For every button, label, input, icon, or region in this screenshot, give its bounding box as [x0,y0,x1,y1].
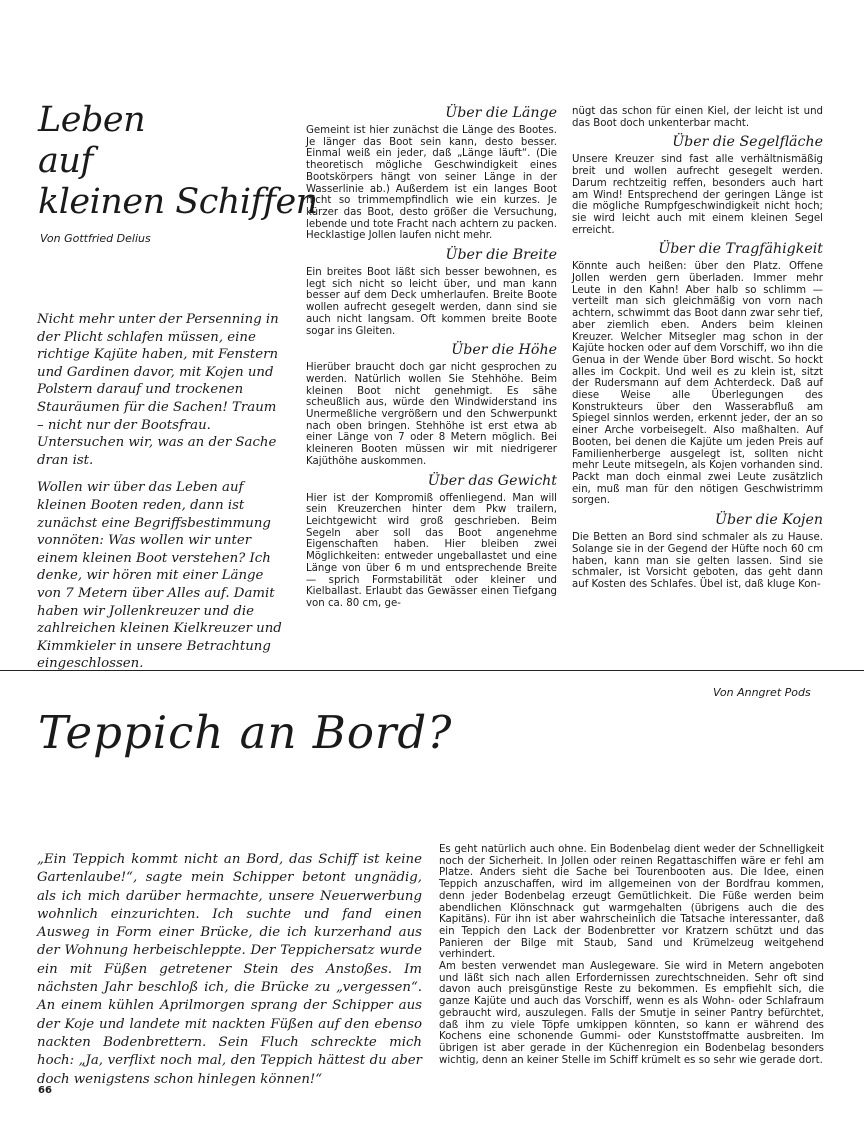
section-text: Hierüber braucht doch gar nicht gesprochen zu werden. Natürlich wollen Sie Stehhöhe. Beim kleinen Boot nicht genehmigt. Es sähe scheußlich aus, würde den Windwiderstand ins Unermeßliche vergrößern und den Schwerpunkt nach oben bringen. Stehhöhe ist erst etwa ab einer Länge von 7 oder 8 Metern möglich. Bei kleineren Booten müssen wir mit niedrigerer Kajüthöhe auskommen. [306,362,557,467]
title-line-3: kleinen Schiffen [38,182,318,222]
article-divider [0,670,864,671]
article-author: Von Anngret Pods [713,686,811,699]
section-text: Ein breites Boot läßt sich besser bewohnen, es legt sich nicht so leicht über, und man kann besser auf dem Deck umherlaufen. Breite Boote wollen aufrecht gesegelt werden, dann sind sie auch nicht langsam. Oft kommen breite Boote sogar ins Gleiten. [306,267,557,337]
section-heading: Über die Länge [445,105,557,121]
section-heading: Über die Höhe [451,342,557,359]
article-intro [37,311,287,683]
body-paragraph: Es geht natürlich auch ohne. Ein Bodenbelag dient weder der Schnelligkeit noch der Sicherheit. In Jollen oder reinen Regattaschiffen wäre er fehl am Platze. Anders sieht die Sache bei Tourenbooten aus. Die Idee, einen Teppich anzuschaffen, wird im allgemeinen von der Bordfrau kommen, denn jeder Bodenbelag erzeugt Gemütlichkeit. Die Füße werden beim abendlichen Klönschnack gut warmgehalten (übrigens auch die des Kapitäns). Für ihn ist aber wahrscheinlich die Tatsache interessanter, daß ein Teppich den Lack der Bodenbretter vor Kratzern schützt und das Panieren der Bilge mit Staub, Sand und Krümelzeug weitgehend verhindert. [439,844,824,961]
article-title: Teppich an Bord? [38,706,453,759]
title-line-1: Leben [38,100,146,140]
article-author: Von Gottfried Delius [40,232,151,245]
section-heading: Über die Tragfähigkeit [658,241,823,258]
title-line-2: auf [38,141,93,181]
text-column-right [439,844,824,1066]
article-intro-quote: „Ein Teppich kommt nicht an Bord, das Schiff ist keine Gartenlaube!“, sagte mein Schipper betont ungnädig, als ich mich darüber hermachte, unsere Neuerwerbung wohnlich einzurichten. Ich suchte und fand einen Ausweg in Form einer Brücke, die ich kurzerhand aus der Wohnung herbeischleppte. Der Teppichersatz wurde ein mit Füßen getretener Stein des Anstoßes. Im nächsten Jahr beschloß ich, die Brücke zu „vergessen“. An einem kühlen Aprilmorgen sprang der Schipper aus der Koje und landete mit nackten Füßen auf den ebenso nackten Bodenbrettern. Sein Fluch schreckte mich hoch: „Ja, verflixt noch mal, den Teppich hättest du aber doch wenigstens schon hinlegen können!“ [37,852,422,1087]
section-text: Unsere Kreuzer sind fast alle verhältnismäßig breit und wollen aufrecht gesegelt werden. Darum rechtzeitig reffen, besonders auch hart am Wind! Entsprechend der geringen Länge ist die mögliche Rumpfgeschwindigkeit nicht hoch; sie wird leicht auch mit einem kleinen Segel erreicht. [572,154,823,236]
section-text: Hier ist der Kompromiß offenliegend. Man will sein Kreuzerchen hinter dem Pkw trailern, Leichtgewicht wird groß geschrieben. Beim Segeln aber soll das Boot angenehme Eigenschaften haben. Hier bleiben zwei Möglichkeiten: entweder ungeballastet und eine Länge von über 6 m und entsprechende Breite — sprich Formstabilität oder kleiner und Kielballast. Erlaubt das Gewässer einen Tiefgang von ca. 80 cm, ge- [306,492,557,609]
body-paragraph: Am besten verwendet man Auslegeware. Sie wird in Metern angeboten und läßt sich nach allen Erfordernissen zurechtschneiden. Sehr oft sind davon auch preisgünstige Reste zu bekommen. Es empfiehlt sich, die ganze Kajüte und auch das Vorschiff, wenn es als Wohn- oder Schlafraum gebraucht wird, auszulegen. Falls der Smutje in seiner Pantry befürchtet, daß ihm zu viele Töpfe umkippen könnten, so kann er während des Kochens eine schonende Gummi- oder Kunststoffmatte ausbreiten. Im übrigen ist aber gerade in der Küchenregion ein Bodenbelag besonders wichtig, denn an keiner Stelle im Schiff krümelt es so sehr wie gerade dort. [439,961,824,1066]
section-heading: Über die Segelfläche [672,134,823,151]
text-column-middle [306,104,557,610]
page-number: 66 [38,1085,52,1096]
section-text: Die Betten an Bord sind schmaler als zu Hause. Solange sie in der Gegend der Hüfte noch 60 cm haben, kann man sie gelten lassen. Sind sie schmaler, ist Vorsicht geboten, das geht dann auf Kosten des Schlafes. Übel ist, daß kluge Kon- [572,532,823,590]
section-text: nügt das schon für einen Kiel, der leicht ist und das Boot doch unkenterbar macht. [572,106,823,129]
article-title [38,100,318,223]
section-text: Könnte auch heißen: über den Platz. Offene Jollen werden gern überladen. Immer mehr Leute in den Kahn! Aber halb so schlimm — verteilt man sich gleichmäßig von vorn nach achtern, schwimmt das Boot dann zwar sehr tief, aber ziemlich eben. Anders beim kleinen Kreuzer. Welcher Mitsegler mag schon in der Kajüte hocken oder auf dem Vorschiff, wo ihn die Genua in der Wende über Bord wischt. So hockt alles im Cockpit. Und weil es zu klein ist, sitzt der Rudersmann auf dem Achterdeck. Daß auf diese Weise alle Überlegungen des Konstrukteurs über den Wasserabfluß am Spiegel sinnlos werden, erkennt jeder, der an so einer Arche vorbeisegelt. Also maßhalten. Auf Booten, bei denen die Kajüte um jeden Preis auf Familienherberge ausgelegt ist, sollten nicht mehr Leute mitsegeln, als Kojen vorhanden sind. Packt man doch einmal zwei Leute zusätzlich ein, muß man für den nötigen Geschwistrimm sorgen. [572,261,823,507]
intro-paragraph: Wollen wir über das Leben auf kleinen Booten reden, dann ist zunächst eine Begriffsbestimmung vonnöten: Was wollen wir unter einem kleinen Boot verstehen? Ich denke, wir hören mit einer Länge von 7 Metern über Alles auf. Damit haben wir Jollenkreuzer und die zahlreichen kleinen Kielkreuzer und Kimmkieler in unsere Betrachtung eingeschlossen. [37,480,282,672]
section-heading: Über die Kojen [715,512,823,529]
section-text: Gemeint ist hier zunächst die Länge des Bootes. Je länger das Boot sein kann, desto besser. Einmal weiß ein jeder, daß „Länge läuft“. (Die theoretisch mögliche Geschwindigkeit eines Bootskörpers hängt von seiner Länge in der Wasserlinie ab.) Außerdem ist ein langes Boot nicht so trimmempfindlich wie ein kurzes. Je kürzer das Boot, desto größer die Versuchung, lebende und tote Fracht nach achtern zu packen. Hecklastige Jollen laufen nicht mehr. [306,125,557,242]
intro-paragraph: Nicht mehr unter der Persenning in der Plicht schlafen müssen, eine richtige Kajüte haben, mit Fenstern und Gardinen davor, mit Kojen und Polstern darauf und trockenen Stauräumen für die Sachen! Traum – nicht nur der Bootsfrau. Untersuchen wir, was an der Sache dran ist. [37,312,279,468]
section-heading: Über die Breite [445,247,557,264]
section-heading: Über das Gewicht [427,472,557,489]
text-column-right [572,106,823,591]
